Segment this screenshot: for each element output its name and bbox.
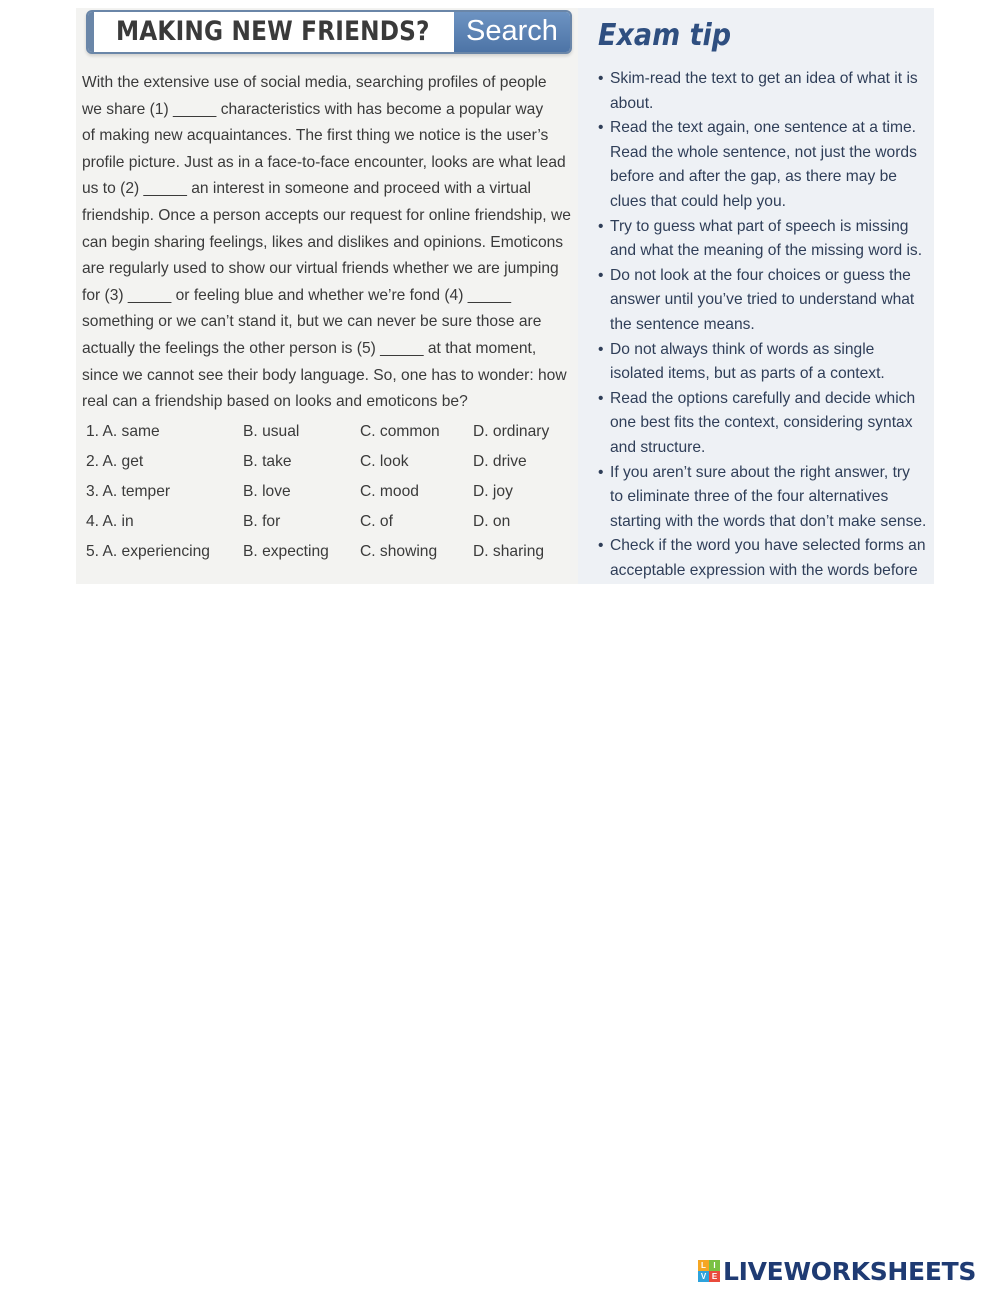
tip-item <box>598 461 934 535</box>
option-row <box>86 513 576 543</box>
tip-line: and what the meaning of the missing word is. <box>610 242 923 260</box>
logo-mark-cell: V <box>698 1271 709 1282</box>
passage-line: actually the feelings the other person is (5) _____ at that moment, <box>82 339 537 357</box>
tip-line: Read the options carefully and decide which <box>610 389 916 407</box>
option-choice: B. love <box>243 483 291 500</box>
option-row <box>86 423 576 453</box>
tip-line: Do not always think of words as single <box>610 340 875 358</box>
tip-item <box>598 116 934 214</box>
option-choice: 5. A. experiencing <box>86 543 210 560</box>
logo-text: LIVEWORKSHEETS <box>723 1256 977 1286</box>
passage-line: of making new acquaintances. The first thing we notice is the user’s <box>82 127 549 145</box>
tip-line: and structure. <box>610 438 706 456</box>
logo-mark-cell: L <box>698 1260 709 1271</box>
passage-line: something or we can’t stand it, but we can never be sure those are <box>82 313 542 331</box>
bullet-icon: • <box>598 70 604 87</box>
tip-line: about. <box>610 94 654 112</box>
option-choice: D. sharing <box>473 543 545 560</box>
bullet-icon: • <box>598 537 604 555</box>
exam-tip-list <box>598 67 934 583</box>
tip-line: answer until you’ve tried to understand what <box>610 291 915 309</box>
liveworksheets-logo <box>698 1256 976 1286</box>
passage-line: since we cannot see their body language. So, one has to wonder: how <box>82 366 567 384</box>
tip-line: Check if the word you have selected forms an <box>610 537 926 555</box>
option-choice: 4. A. in <box>86 513 134 530</box>
passage-line: for (3) _____ or feeling blue and whether we’re fond (4) _____ <box>82 286 512 304</box>
option-choice: C. mood <box>360 483 419 500</box>
option-choice: D. joy <box>473 483 513 500</box>
tip-item <box>598 67 934 116</box>
passage-line: profile picture. Just as in a face-to-face encounter, looks are what lead <box>82 153 566 171</box>
option-choice: D. ordinary <box>473 423 550 440</box>
tip-line: before and after the gap, as there may be <box>610 168 897 186</box>
tip-line: Read the text again, one sentence at a time. <box>610 119 917 137</box>
search-bar-header <box>86 10 572 54</box>
search-bar-edge <box>88 12 94 52</box>
option-row <box>86 453 576 483</box>
tip-line: clues that could help you. <box>610 192 786 210</box>
bullet-icon: • <box>598 266 604 284</box>
tip-item <box>598 534 934 583</box>
tip-line: one best fits the context, considering syntax <box>610 414 913 432</box>
passage-line: real can a friendship based on looks and emoticons be? <box>82 393 468 411</box>
search-button: Search <box>454 12 570 52</box>
option-choice: C. showing <box>360 543 438 560</box>
reading-passage <box>82 70 576 416</box>
passage-line: us to (2) _____ an interest in someone and proceed with a virtual <box>82 180 532 198</box>
tip-item <box>598 215 934 264</box>
logo-mark-cell: E <box>709 1271 720 1282</box>
passage-line: With the extensive use of social media, searching profiles of people <box>82 74 547 91</box>
option-row <box>86 543 576 573</box>
answer-options <box>86 423 576 573</box>
tip-line: the sentence means. <box>610 315 755 333</box>
tip-line: isolated items, but as parts of a context. <box>610 365 885 383</box>
tip-line: starting with the words that don’t make sense. <box>610 512 927 530</box>
option-row <box>86 483 576 513</box>
tip-line: Read the whole sentence, not just the words <box>610 143 917 161</box>
option-choice: 2. A. get <box>86 453 144 470</box>
option-choice: B. usual <box>243 423 300 440</box>
tip-line: Try to guess what part of speech is missing <box>610 217 909 235</box>
option-choice: B. for <box>243 513 281 530</box>
option-choice: C. look <box>360 453 409 470</box>
bullet-icon: • <box>598 463 604 481</box>
option-choice: 3. A. temper <box>86 483 171 500</box>
tip-line: Do not look at the four choices or guess the <box>610 266 911 284</box>
tip-line: to eliminate three of the four alternatives <box>610 488 889 506</box>
passage-line: can begin sharing feelings, likes and dislikes and opinions. Emoticons <box>82 233 564 251</box>
option-choice: C. of <box>360 513 393 530</box>
page-title: MAKING NEW FRIENDS? <box>116 16 430 47</box>
logo-mark-icon <box>698 1260 720 1282</box>
bullet-icon: • <box>598 119 604 137</box>
logo-mark-cell: I <box>709 1260 720 1271</box>
bullet-icon: • <box>598 340 604 358</box>
tip-item <box>598 338 934 387</box>
bullet-icon: • <box>598 389 604 407</box>
tip-item <box>598 264 934 338</box>
option-choice: B. expecting <box>243 543 329 560</box>
tip-item <box>598 387 934 461</box>
tip-line: Skim-read the text to get an idea of what it is <box>610 70 918 87</box>
option-choice: D. drive <box>473 453 527 470</box>
exam-tip-title: Exam tip <box>598 18 732 53</box>
option-choice: 1. A. same <box>86 423 160 440</box>
passage-line: friendship. Once a person accepts our request for online friendship, we <box>82 206 571 224</box>
option-choice: C. common <box>360 423 440 440</box>
option-choice: B. take <box>243 453 292 470</box>
option-choice: D. on <box>473 513 511 530</box>
passage-line: are regularly used to show our virtual friends whether we are jumping <box>82 260 559 278</box>
tip-line: acceptable expression with the words before <box>610 561 918 579</box>
bullet-icon: • <box>598 217 604 235</box>
passage-line: we share (1) _____ characteristics with has become a popular way <box>82 100 544 118</box>
tip-line: If you aren’t sure about the right answer, try <box>610 463 910 481</box>
